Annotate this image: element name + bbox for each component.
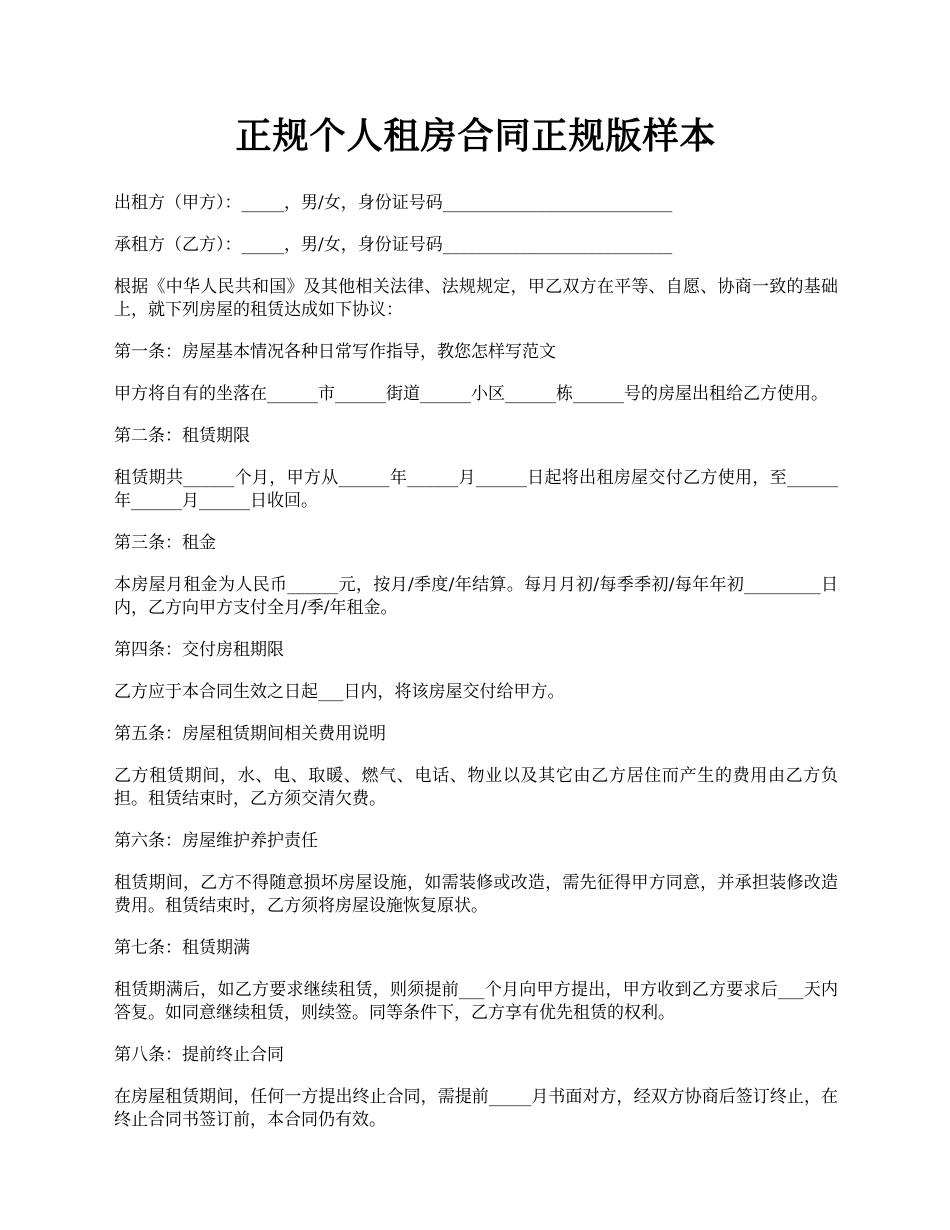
article-4-heading: 第四条：交付房租期限: [114, 640, 284, 660]
article-7-heading: 第七条：租赁期满: [114, 938, 250, 958]
article-5-body: 乙方租赁期间，水、电、取暖、燃气、电话、物业以及其它由乙方居住而产生的费用由乙方负担。租赁结束时，乙方须交清欠费。: [114, 766, 838, 809]
article-8-body: 在房屋租赁期间，任何一方提出终止合同，需提前_____月书面对方，经双方协商后签订终止，在终止合同书签订前，本合同仍有效。: [114, 1087, 838, 1130]
article-3-body: 本房屋月租金为人民币______元，按月/季度/年结算。每月月初/每季季初/每年年初_________日内，乙方向甲方支付全月/季/年租金。: [114, 575, 838, 618]
article-4-body: 乙方应于本合同生效之日起___日内，将该房屋交付给甲方。: [114, 682, 565, 702]
article-1-heading: 第一条：房屋基本情况各种日常写作指导，教您怎样写范文: [114, 342, 556, 362]
article-5-heading: 第五条：房屋租赁期间相关费用说明: [114, 724, 386, 744]
article-7-body: 租赁期满后，如乙方要求继续租赁，则须提前___个月向甲方提出，甲方收到乙方要求后___天内答复。如同意继续租赁，则续签。同等条件下，乙方享有优先租赁的权利。: [114, 980, 838, 1023]
article-2-heading: 第二条：租赁期限: [114, 426, 250, 446]
article-8-heading: 第八条：提前终止合同: [114, 1045, 284, 1065]
preamble-paragraph: 根据《中华人民共和国》及其他相关法律、法规规定，甲乙双方在平等、自愿、协商一致的基础上，就下列房屋的租赁达成如下协议：: [114, 277, 838, 320]
lessee-line: 承租方（乙方）：_____，男/女，身份证号码___________________________: [114, 235, 673, 255]
article-3-heading: 第三条：租金: [114, 533, 216, 553]
article-6-body: 租赁期间，乙方不得随意损坏房屋设施，如需装修或改造，需先征得甲方同意，并承担装修改造费用。租赁结束时，乙方须将房屋设施恢复原状。: [114, 873, 838, 916]
article-6-heading: 第六条：房屋维护养护责任: [114, 831, 318, 851]
article-1-body: 甲方将自有的坐落在______市______街道______小区______栋______号的房屋出租给乙方使用。: [114, 384, 828, 404]
lessor-line: 出租方（甲方）：_____，男/女，身份证号码___________________________: [114, 193, 673, 213]
article-2-body: 租赁期共______个月，甲方从______年______月______日起将出租房屋交付乙方使用，至______年______月______日收回。: [114, 468, 838, 511]
document-title: 正规个人租房合同正规版样本: [235, 115, 717, 157]
